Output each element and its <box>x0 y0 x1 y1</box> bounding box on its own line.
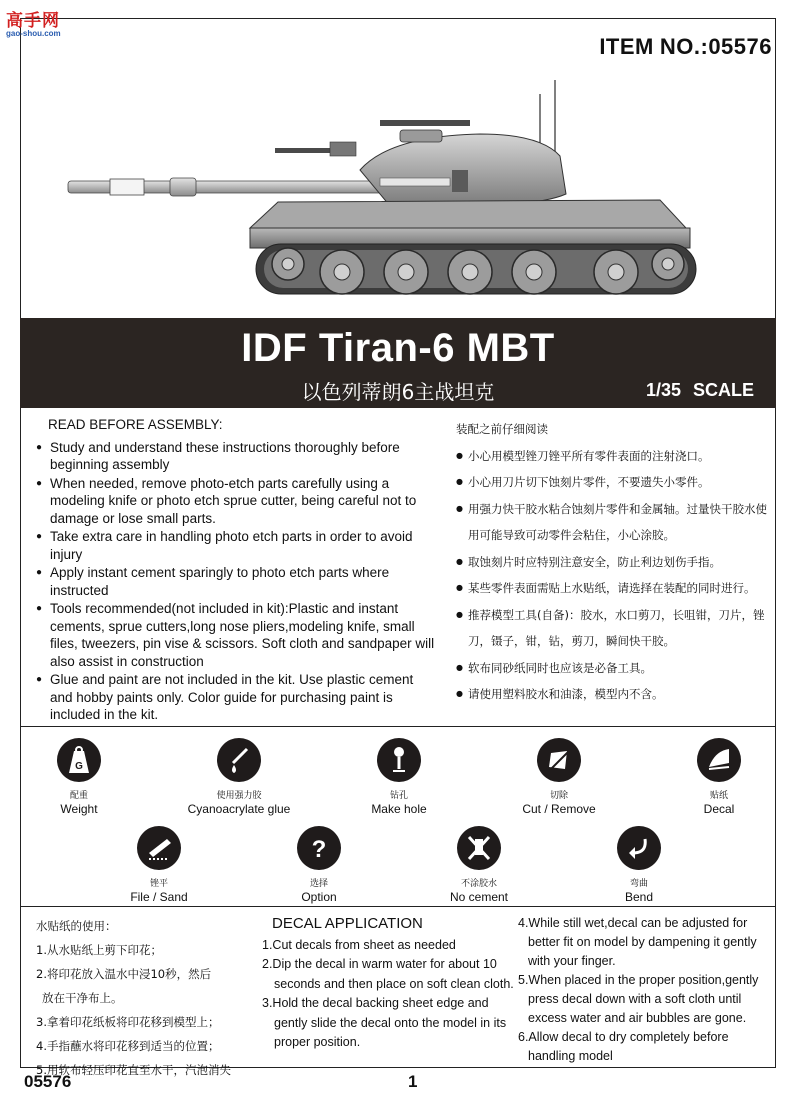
tank-illustration <box>60 78 720 308</box>
item-number <box>599 34 772 60</box>
read-header-en: READ BEFORE ASSEMBLY: <box>48 417 223 432</box>
section-divider <box>20 906 776 907</box>
legend-label-en: Cut / Remove <box>522 802 596 816</box>
weight-letter: G <box>75 761 83 772</box>
legend-bend <box>579 826 699 904</box>
read-item-cn: ● 用强力快干胶水粘合蚀刻片零件和金属轴。过量快干胶水使用可能导致可动零件会粘住，小心涂胶。 <box>456 496 776 549</box>
decal-line-cn: 2.将印花放入温水中浸10秒，然后 <box>36 967 212 981</box>
watermark-logo <box>6 6 72 40</box>
legend-label-cn: 贴纸 <box>709 791 728 801</box>
decal-instructions-cn <box>36 914 266 1082</box>
read-item-cn: ● 小心用刀片切下蚀刻片零件，不要遗失小零件。 <box>456 469 776 496</box>
decal-line-cn: 1.从水贴纸上剪下印花； <box>36 943 162 957</box>
legend-label-cn: 配重 <box>69 791 88 801</box>
watermark-text: 高手网 <box>6 11 60 31</box>
legend-label-en: Bend <box>624 890 654 904</box>
decal-instructions-en <box>262 914 518 1053</box>
legend-label-cn: 弯曲 <box>629 879 648 889</box>
item-number-value: NO.:05576 <box>659 34 772 59</box>
read-item-en: ● Take extra care in handling photo etch parts in order to avoid injury <box>36 528 436 563</box>
decal-line-cn: 3.拿着印花纸板将印花移到模型上； <box>36 1015 220 1029</box>
legend-label-en: Decal <box>703 802 735 816</box>
read-item-en: ● Tools recommended(not included in kit):Plastic and instant cements, sprue cutters,long nose pliers,modeling knife, small files, tweezers, pin vise & scissors. Soft cloth and sandpaper will also assist in construction <box>36 600 436 670</box>
scale-word: SCALE <box>692 380 754 400</box>
decal-step: 3.Hold the decal backing sheet edge and gently slide the decal onto the model in its proper position. <box>262 996 507 1049</box>
weight-icon <box>57 738 101 782</box>
read-item-en: ● When needed, remove photo-etch parts carefully using a modeling knife or photo etch sprue cutter, being careful not to damage or lose small parts. <box>36 475 436 528</box>
read-item-cn: ● 推荐模型工具(自备)：胶水，水口剪刀，长咀钳，刀片，锉刀，镊子，钳，钻，剪刀，瞬间快干胶。 <box>456 602 776 655</box>
read-item-en: ● Glue and paint are not included in the kit. Use plastic cement and hobby paints only. Color guide for purchasing paint is included in the kit. <box>36 671 436 724</box>
legend-label-cn: 钻孔 <box>389 791 408 801</box>
legend-no-cement <box>419 826 539 904</box>
decal-line-cn: 5.用软布轻压印花直至水干，汽泡消失 <box>36 1063 231 1077</box>
decal-step: 5.When placed in the proper position,gently press decal down with a soft cloth until excess water and air bubbles are gone. <box>518 973 759 1025</box>
read-item-cn: ● 某些零件表面需贴上水贴纸，请选择在装配的同时进行。 <box>456 575 776 602</box>
model-title-cn: 以色列蒂朗6主战坦克 <box>301 380 495 404</box>
decal-step: 4.While still wet,decal can be adjusted for better fit on model by dampening it gently with your finger. <box>518 916 757 968</box>
drill-icon <box>377 738 421 782</box>
decal-header-en: DECAL APPLICATION <box>272 915 423 932</box>
legend-label-en: No cement <box>449 890 509 904</box>
read-item-cn: ● 取蚀刻片时应特别注意安全，防止利边划伤手指。 <box>456 549 776 576</box>
legend-label-cn: 锉平 <box>149 879 168 889</box>
legend-weight <box>19 738 139 816</box>
legend-option <box>259 826 379 904</box>
legend-cut <box>499 738 619 816</box>
decal-step: 1.Cut decals from sheet as needed <box>262 937 456 952</box>
decal-line-cn: 放在干净布上。 <box>42 991 123 1005</box>
legend-label-cn: 使用强力胶 <box>216 791 262 801</box>
legend-decal <box>659 738 779 816</box>
no-cement-icon <box>457 826 501 870</box>
scale-label <box>634 380 754 401</box>
read-item-cn: ● 请使用塑料胶水和油漆，模型内不含。 <box>456 681 776 708</box>
legend-label-cn: 切除 <box>549 791 568 801</box>
watermark-url: gao-shou.com <box>6 29 61 38</box>
legend-drill <box>339 738 459 816</box>
legend-label-en: Option <box>301 890 337 904</box>
decal-step: 2.Dip the decal in warm water for about 10 seconds and then place on soft clean cloth. <box>262 957 514 991</box>
file-icon <box>137 826 181 870</box>
decal-step: 6.Allow decal to dry completely before handling model <box>518 1030 729 1063</box>
title-band <box>20 318 776 408</box>
model-title: IDF Tiran-6 MBT <box>241 326 555 370</box>
item-label: ITEM <box>599 34 654 59</box>
footer-item-number: 05576 <box>24 1072 72 1091</box>
legend-label-en: Cyanoacrylate glue <box>187 802 291 816</box>
legend-label-cn: 不涂胶水 <box>460 879 497 889</box>
section-divider <box>20 726 776 727</box>
read-before-assembly-cn <box>456 416 776 708</box>
read-item-cn: ● 小心用模型锉刀锉平所有零件表面的注射浇口。 <box>456 443 776 470</box>
decal-line-cn: 4.手指蘸水将印花移到适当的位置； <box>36 1039 220 1053</box>
legend-label-cn: 选择 <box>309 879 328 889</box>
scale-number: 1/35 <box>645 380 681 400</box>
read-header-cn: 装配之前仔细阅读 <box>456 422 548 436</box>
bend-icon <box>617 826 661 870</box>
read-item-en: ● Apply instant cement sparingly to photo etch parts where instructed <box>36 564 436 599</box>
legend-file <box>99 826 219 904</box>
legend-label-en: Make hole <box>371 802 427 816</box>
read-item-cn: ● 软布同砂纸同时也应该是必备工具。 <box>456 655 776 682</box>
legend-label-en: File / Sand <box>130 890 188 904</box>
glue-icon <box>217 738 261 782</box>
cut-icon <box>537 738 581 782</box>
legend-glue <box>179 738 299 816</box>
option-glyph: ? <box>311 836 327 863</box>
decal-header-cn: 水贴纸的使用： <box>36 919 117 933</box>
page-number: 1 <box>408 1072 418 1091</box>
decal-icon <box>697 738 741 782</box>
read-item-en: ● Study and understand these instructions thoroughly before beginning assembly <box>36 439 436 474</box>
decal-instructions-en-continued <box>518 914 768 1066</box>
option-icon <box>297 826 341 870</box>
legend-label-en: Weight <box>60 802 98 816</box>
read-before-assembly-en <box>36 416 436 725</box>
